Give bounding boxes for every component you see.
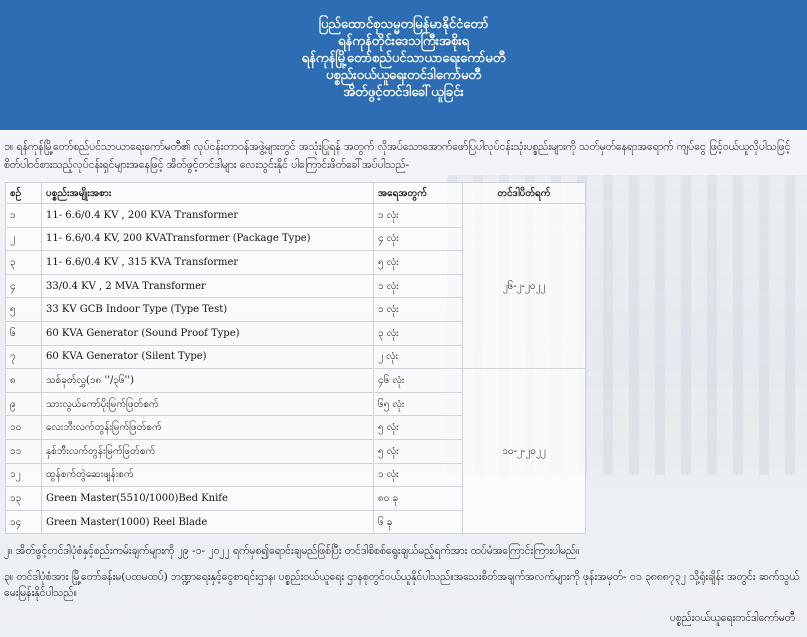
cell-item: 33 KV GCB Indoor Type (Type Test) [42, 298, 374, 322]
cell-qty: ၁ လုံး [374, 204, 463, 228]
cell-qty: ၃ လုံး [374, 321, 463, 345]
cell-closing-date: ၁၀-၂-၂၀၂၂ [463, 369, 586, 534]
cell-no: ၁၄ [6, 510, 42, 534]
cell-no: ၁ [6, 204, 42, 228]
cell-qty: ၆၅ လုံး [374, 392, 463, 416]
header-line-title: အိတ်ဖွင့်တင်ဒါခေါ်ယူခြင်း [343, 85, 464, 100]
header-line-region: ရန်ကုန်တိုင်းဒေသကြီးအစိုးရ [338, 34, 469, 49]
cell-item: 11- 6.6/0.4 KV, 200 KVATransformer (Package Type) [42, 227, 374, 251]
cell-item: Green Master(1000) Reel Blade [42, 510, 374, 534]
cell-item: 33/0.4 KV , 2 MVA Transformer [42, 274, 374, 298]
cell-qty: ၂ လုံး [374, 345, 463, 369]
cell-item: နှစ်ဘီးလက်တွန်းမြက်ဖြတ်စက် [42, 439, 374, 463]
cell-no: ၁၃ [6, 487, 42, 511]
cell-qty: ၅ လုံး [374, 439, 463, 463]
cell-item: 11- 6.6/0.4 KV , 315 KVA Transformer [42, 251, 374, 275]
cell-no: ၈ [6, 369, 42, 393]
cell-qty: ၄၆ လုံး [374, 369, 463, 393]
header-item: ပစ္စည်းအမျိုးအစား [42, 183, 374, 204]
cell-no: ၅ [6, 298, 42, 322]
cell-item: 60 KVA Generator (Sound Proof Type) [42, 321, 374, 345]
table-row [6, 369, 586, 393]
cell-qty: ၁ လုံး [374, 274, 463, 298]
cell-qty: ၄ လုံး [374, 227, 463, 251]
intro-paragraph: ၁။ ရန်ကုန်မြို့တော်စည်ပင်သာယာရေးကော်မတီ၏ လုပ်ငန်းတာဝန်အဖွဲ့များတွင် အသုံးပြုရန် အတွက် လိုအပ်သောအောက်ဖော်ပြပါလုပ်ငန်းသုံးပစ္စည်းများကို သတ်မှတ်နေရာအရောက် ကျပ်ငွေ ဖြင့်ဝယ်ယူလိုပါသဖြင့် စိတ်ပါဝင်စားသည့်လုပ်ငန်းရှင်များအနေဖြင့် အိတ်ဖွင့်တင်ဒါများ လေးသွင်းနိုင် ပါကြောင်းဖိတ်ခေါ်အပ်ပါသည်- [4, 141, 791, 171]
cell-qty: ၆ ခု [374, 510, 463, 534]
cell-qty: ၁ လုံး [374, 463, 463, 487]
header-line-tender-committee: ပစ္စည်းဝယ်ယူရေးတင်ဒါကော်မတီ [325, 68, 482, 83]
header-qty: အရေအတွက် [374, 183, 463, 204]
cell-closing-date: ၂၆-၂-၂၀၂၂ [463, 204, 586, 369]
paragraph-sale-date: ၂။ အိတ်ဖွင့်တင်ဒါပုံစံနှင့်စည်းကမ်းချက်များကို ၂၉ -၁- ၂၀၂၂ ရက်မှစ၍ရောင်းချမည်ဖြစ်ပြီး တင်ဒါစိစစ်ရွေးချယ်မည့်ရက်အား ထပ်မံအကြောင်းကြားပါမည်။ [4, 545, 580, 557]
table-header-row [6, 183, 586, 204]
cell-qty: ၁ လုံး [374, 298, 463, 322]
cell-item: သားလွယ်ကော်ပိုးမြက်ဖြတ်စက် [42, 392, 374, 416]
header-line-country: ပြည်ထောင်စုသမ္မတမြန်မာနိုင်ငံတော် [318, 17, 489, 32]
cell-no: ၂ [6, 227, 42, 251]
cell-no: ၁၀ [6, 416, 42, 440]
cell-item: ထွန်စက်တွဲဆေးဖျန်းစက် [42, 463, 374, 487]
cell-no: ၁၁ [6, 439, 42, 463]
signature: ပစ္စည်းဝယ်ယူရေးတင်ဒါကော်မတီ [669, 612, 795, 624]
header-no: စဉ် [6, 183, 42, 204]
header-banner [0, 0, 807, 130]
cell-no: ၆ [6, 321, 42, 345]
cell-item: 60 KVA Generator (Silent Type) [42, 345, 374, 369]
cell-qty: ၅ လုံး [374, 416, 463, 440]
cell-no: ၇ [6, 345, 42, 369]
cell-item: Green Master(5510/1000)Bed Knife [42, 487, 374, 511]
cell-qty: ၈၀ ခု [374, 487, 463, 511]
header-line-committee: ရန်ကုန်မြို့တော်စည်ပင်သာယာရေးကော်မတီ [301, 51, 506, 66]
cell-qty: ၅ လုံး [374, 251, 463, 275]
cell-no: ၃ [6, 251, 42, 275]
cell-no: ၉ [6, 392, 42, 416]
cell-item: သစ်ခုတ်လွှ(၁၈ ''/၃၆'') [42, 369, 374, 393]
cell-item: လေးဘီးလက်တွန်းမြက်ဖြတ်စက် [42, 416, 374, 440]
paragraph-contact: ၃။ တင်ဒါပုံစံအား မြို့တော်ခန်းမ(ပထမထပ်) ဘဏ္ဍာရေးနှင့်ငွေစာရင်းဌာန၊ ပစ္စည်းဝယ်ယူရေး ဌာနစုတွင်ဝယ်ယူနိုင်ပါသည်။အသေးစိတ်အချက်အလက်များကို ဖုန်းအမှတ်- ၀၁ ၃၈၈၈၇၃၂ သို့ရုံးချိန်း အတွင်း ဆက်သွယ်မေးမြန်းနိုင်ပါသည်။ [4, 571, 800, 599]
table-row [6, 204, 586, 228]
cell-no: ၁၂ [6, 463, 42, 487]
tender-table [5, 182, 586, 534]
cell-item: 11- 6.6/0.4 KV , 200 KVA Transformer [42, 204, 374, 228]
cell-no: ၄ [6, 274, 42, 298]
header-closing-date: တင်ဒါပိတ်ရက် [463, 183, 586, 204]
